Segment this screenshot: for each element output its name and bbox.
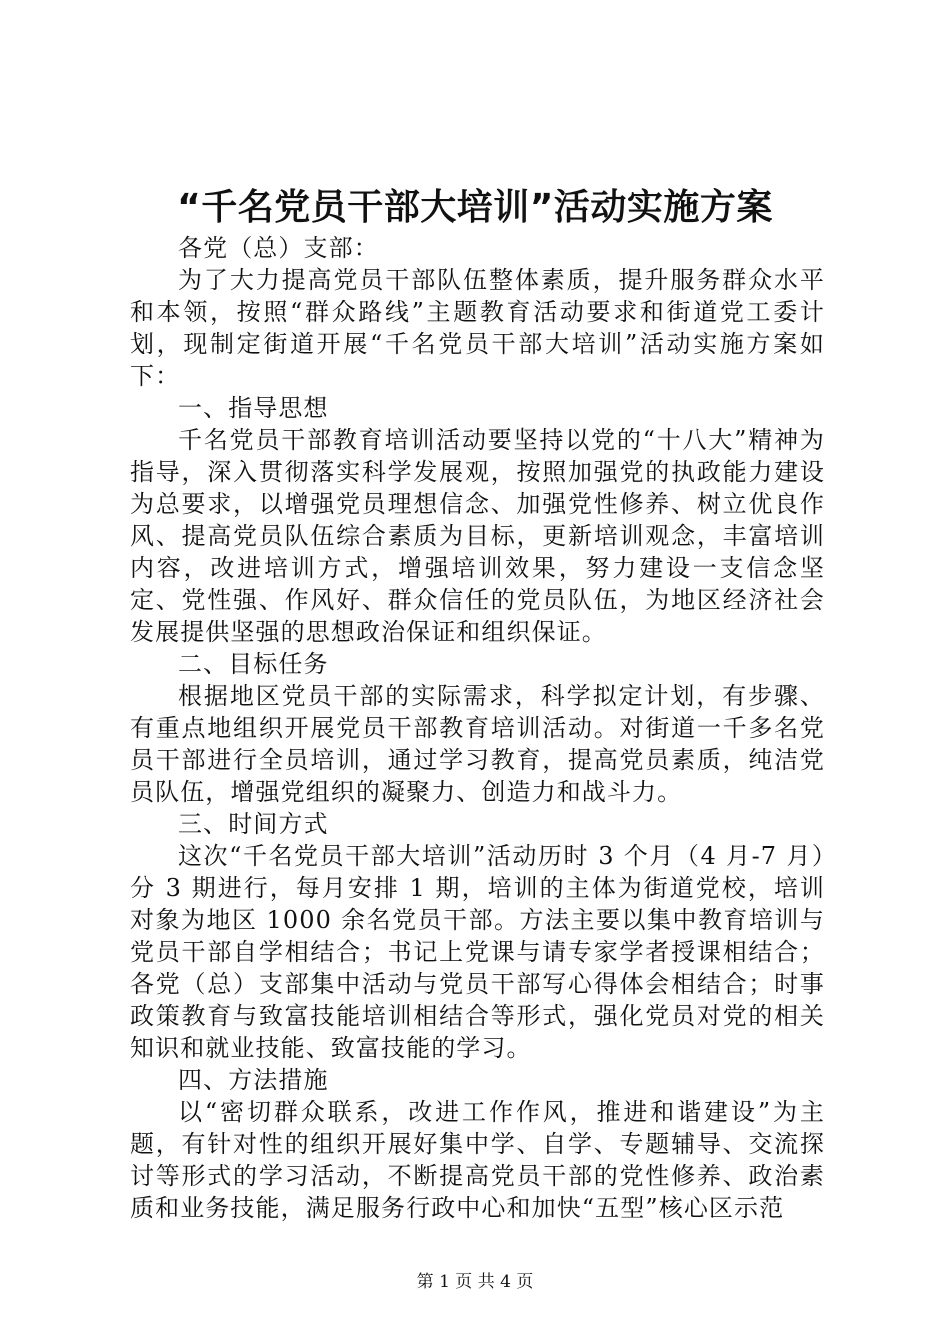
section-heading-guiding-thought: 一、指导思想 <box>178 394 329 422</box>
section-text-methods: 以“密切群众联系，改进工作作风，推进和谐建设”为主题，有针对性的组织开展好集中学、自学、专题辅导、交流探讨等形式的学习活动，不断提高党员干部的党性修养、政治素质和业务技能，满足服务行政中心和加快“五型”核心区示范 <box>130 1098 825 1222</box>
intro-paragraph: 为了大力提高党员干部队伍整体素质，提升服务群众水平和本领，按照“群众路线”主题教育活动要求和街道党工委计划，现制定街道开展“千名党员干部大培训”活动实施方案如下： <box>130 266 825 390</box>
document-title: “千名党员干部大培训”活动实施方案 <box>177 187 773 228</box>
section-text-goals: 根据地区党员干部的实际需求，科学拟定计划，有步骤、有重点地组织开展党员干部教育培训活动。对街道一千多名党员干部进行全员培训，通过学习教育，提高党员素质，纯洁党员队伍，增强党组织的凝聚力、创造力和战斗力。 <box>130 682 825 806</box>
section-heading-goals: 二、目标任务 <box>178 650 329 678</box>
section-heading-schedule: 三、时间方式 <box>178 810 329 838</box>
section-heading-methods: 四、方法措施 <box>178 1066 329 1094</box>
section-text-schedule: 这次“千名党员干部大培训”活动历时 3 个月（4 月-7 月）分 3 期进行，每月安排 1 期，培训的主体为街道党校，培训对象为地区 1000 余名党员干部。方法主要以集中教育培训与党员干部自学相结合；书记上党课与请专家学者授课相结合；各党（总）支部集中活动与党员干部写心得体会相结合；时事政策教育与致富技能培训相结合等形式，强化党员对党的相关知识和就业技能、致富技能的学习。 <box>130 842 825 1062</box>
salutation: 各党（总）支部： <box>178 234 379 262</box>
document-body <box>130 232 825 1224</box>
section-text-guiding-thought: 千名党员干部教育培训活动要坚持以党的“十八大”精神为指导，深入贯彻落实科学发展观，按照加强党的执政能力建设为总要求，以增强党员理想信念、加强党性修养、树立优良作风、提高党员队伍综合素质为目标，更新培训观念，丰富培训内容，改进培训方式，增强培训效果，努力建设一支信念坚定、党性强、作风好、群众信任的党员队伍，为地区经济社会发展提供坚强的思想政治保证和组织保证。 <box>130 426 825 646</box>
page-footer: 第 1 页 共 4 页 <box>416 1272 534 1292</box>
